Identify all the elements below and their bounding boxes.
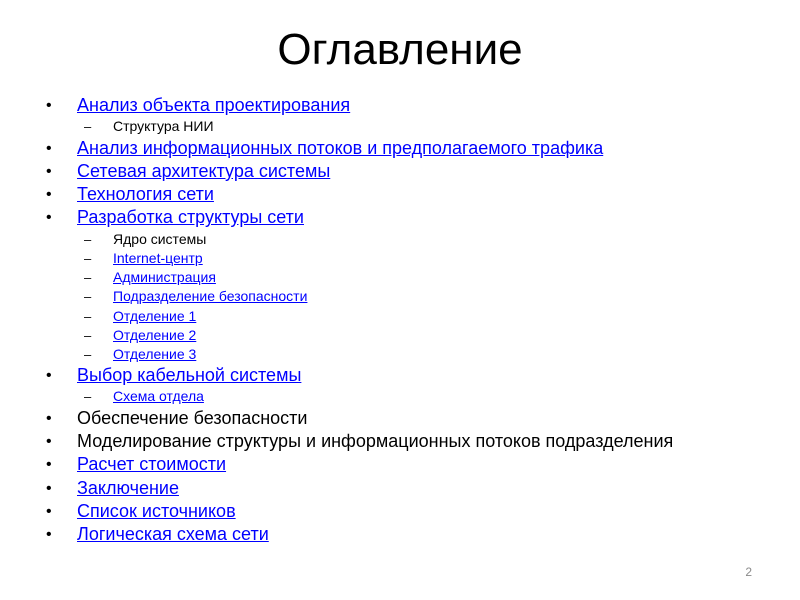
toc-item[interactable] [44,287,784,306]
dash-icon: – [84,250,92,266]
toc-link[interactable]: Отделение 1 [113,307,197,324]
toc-item[interactable] [44,364,784,387]
toc-item[interactable] [44,453,784,476]
dash-icon: – [84,327,92,343]
toc-link[interactable]: Internet-центр [113,249,203,266]
toc-link[interactable]: Подразделение безопасности [113,288,308,305]
bullet-icon: • [46,526,52,544]
toc-item[interactable] [44,523,784,546]
toc-item[interactable] [44,268,784,287]
toc-item [44,407,784,430]
page-number: 2 [745,565,752,579]
toc-item[interactable] [44,94,784,117]
bullet-icon: • [46,186,52,204]
bullet-icon: • [46,479,52,497]
toc-link[interactable]: Логическая схема сети [77,524,269,545]
toc-link[interactable]: Сетевая архитектура системы [77,160,331,181]
toc-item [44,117,784,136]
bullet-icon: • [46,139,52,157]
toc-item[interactable] [44,183,784,206]
toc-text: Структура НИИ [113,118,214,135]
dash-icon: – [84,308,92,324]
toc-item [44,430,784,453]
bullet-icon: • [46,209,52,227]
bullet-icon: • [46,456,52,474]
bullet-icon: • [46,432,52,450]
bullet-icon: • [46,97,52,114]
dash-icon: – [84,119,92,135]
toc-link[interactable]: Заключение [77,477,179,498]
toc-text: Обеспечение безопасности [77,407,308,428]
bullet-icon: • [46,367,52,385]
toc-item[interactable] [44,137,784,160]
dash-icon: – [84,389,92,405]
toc-link[interactable]: Анализ информационных потоков и предполагаемого трафика [77,137,604,158]
toc-link[interactable]: Отделение 3 [113,345,197,362]
toc-item[interactable] [44,206,784,229]
toc-link[interactable]: Расчет стоимости [77,454,227,475]
slide-title: Оглавление [277,25,523,74]
dash-icon: – [84,346,92,362]
toc-link[interactable]: Анализ объекта проектирования [77,95,351,115]
toc-item[interactable] [44,345,784,364]
toc-item[interactable] [44,500,784,523]
toc-text: Моделирование структуры и информационных потоков подразделения [77,430,674,451]
toc-link[interactable]: Список источников [77,500,236,521]
toc-link[interactable]: Выбор кабельной системы [77,365,302,386]
table-of-contents [44,94,784,546]
toc-item[interactable] [44,307,784,326]
toc-link[interactable]: Схема отдела [113,388,204,405]
toc-item[interactable] [44,160,784,183]
toc-item[interactable] [44,477,784,500]
toc-item[interactable] [44,387,784,406]
toc-link[interactable]: Отделение 2 [113,326,197,343]
toc-text: Ядро системы [113,230,207,247]
bullet-icon: • [46,162,52,180]
toc-link[interactable]: Администрация [113,269,216,286]
dash-icon: – [84,289,92,305]
toc-item [44,230,784,249]
dash-icon: – [84,270,92,286]
bullet-icon: • [46,502,52,520]
toc-link[interactable]: Разработка структуры сети [77,207,304,228]
toc-item[interactable] [44,249,784,268]
toc-item[interactable] [44,326,784,345]
dash-icon: – [84,231,92,247]
bullet-icon: • [46,409,52,427]
toc-link[interactable]: Технология сети [77,184,214,205]
